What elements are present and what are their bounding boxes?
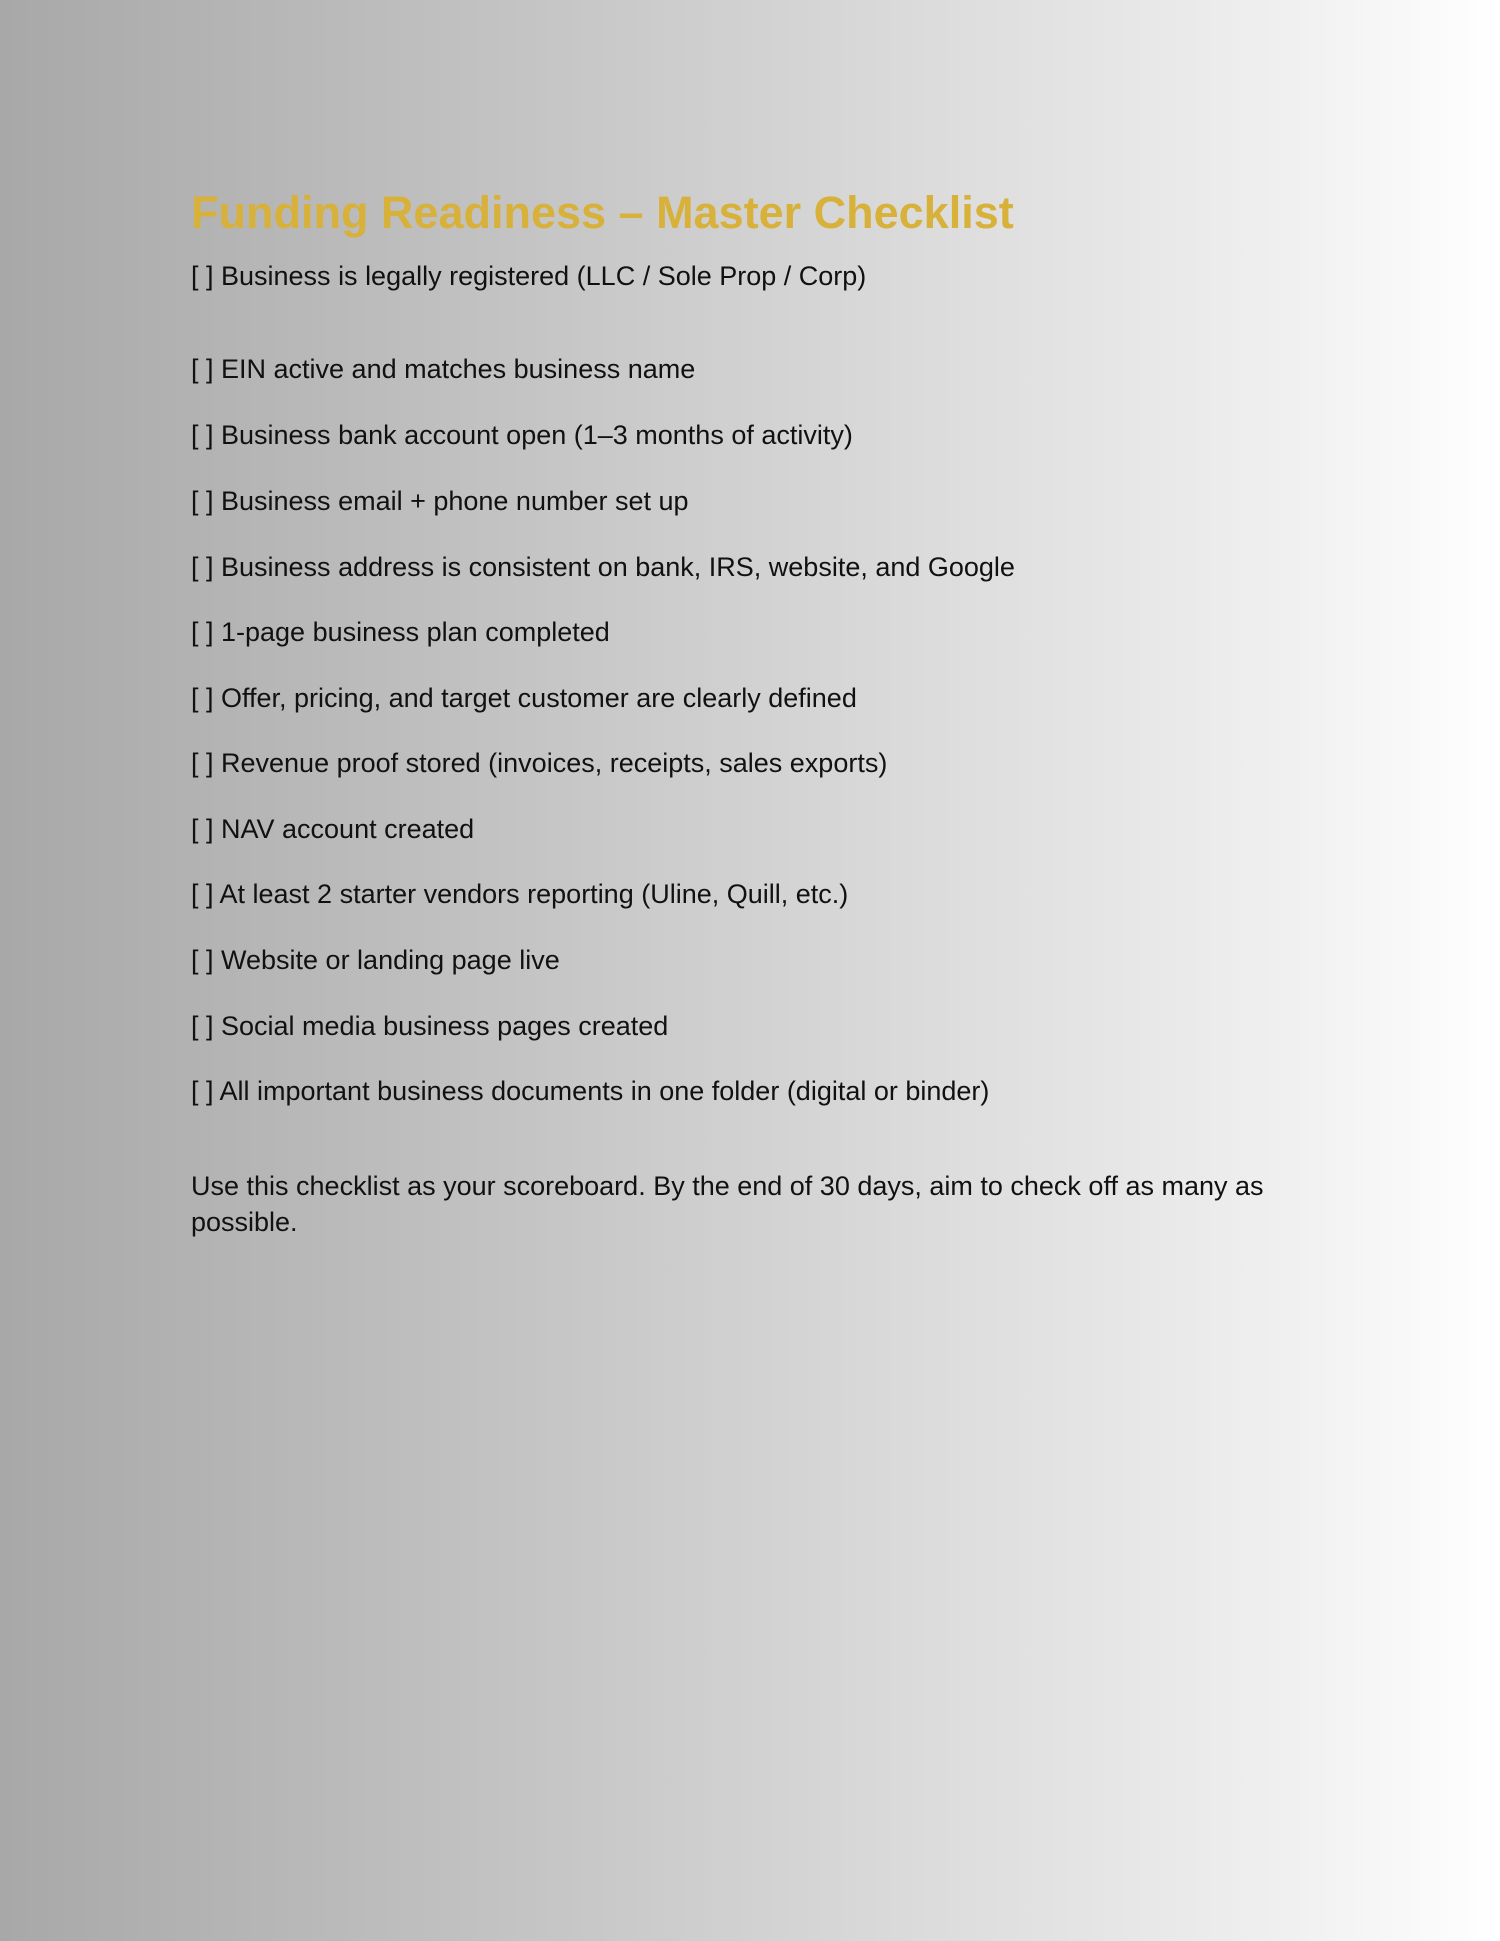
checklist-item-documents-folder: [ ] All important business documents in one folder (digital or binder) — [191, 1076, 990, 1106]
closing-note: Use this checklist as your scoreboard. By the end of 30 days, aim to check off as many as possible. — [191, 1171, 1264, 1237]
checklist-item-social-media: [ ] Social media business pages created — [191, 1011, 669, 1041]
checklist-item-business-plan: [ ] 1-page business plan completed — [191, 617, 610, 647]
checklist-item-bank-account: [ ] Business bank account open (1–3 months of activity) — [191, 420, 853, 450]
checklist-item-revenue-proof: [ ] Revenue proof stored (invoices, receipts, sales exports) — [191, 748, 888, 778]
checklist-item-offer-pricing: [ ] Offer, pricing, and target customer are clearly defined — [191, 683, 857, 713]
checklist-item-legal-registration: [ ] Business is legally registered (LLC / Sole Prop / Corp) — [191, 261, 867, 291]
checklist-item-ein: [ ] EIN active and matches business name — [191, 354, 696, 384]
checklist-item-starter-vendors: [ ] At least 2 starter vendors reporting (Uline, Quill, etc.) — [191, 879, 849, 909]
document-title: Funding Readiness – Master Checklist — [191, 187, 1014, 238]
checklist-item-business-address: [ ] Business address is consistent on bank, IRS, website, and Google — [191, 552, 1015, 582]
checklist-item-email-phone: [ ] Business email + phone number set up — [191, 486, 689, 516]
checklist-item-nav-account: [ ] NAV account created — [191, 814, 475, 844]
checklist-item-website: [ ] Website or landing page live — [191, 945, 560, 975]
